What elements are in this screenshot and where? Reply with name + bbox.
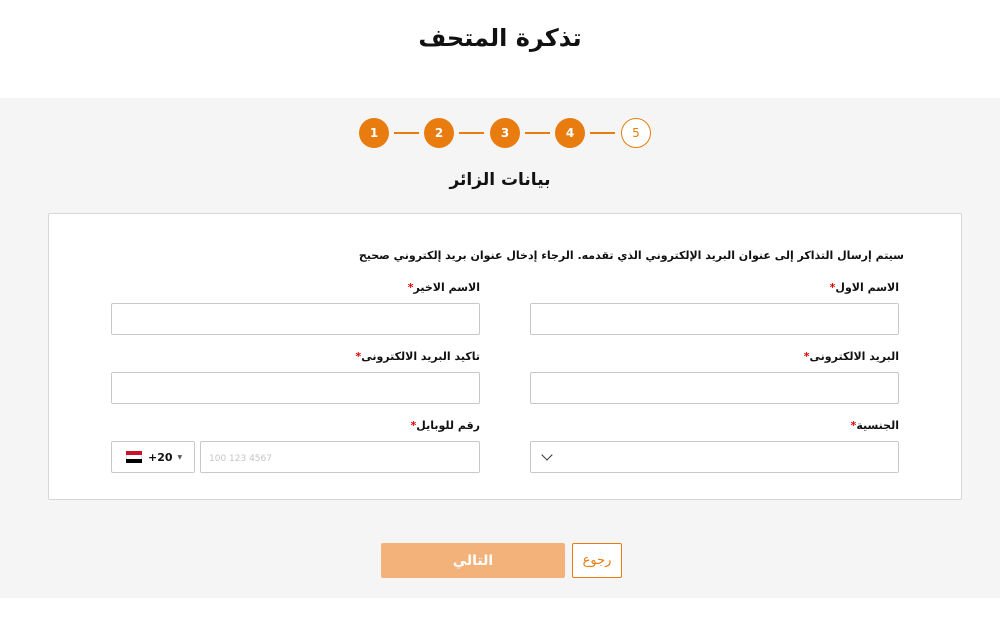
mobile-number-input[interactable] [200,441,480,473]
first-name-label-text: الاسم الاول [835,281,899,294]
step-1: 1 [359,118,389,148]
mobile-label-text: رقم للوبايل [416,419,480,432]
email-confirm-label-text: تاكيد البريد الالكترونى [361,350,480,363]
required-marker: * [829,281,836,294]
step-3: 3 [490,118,520,148]
last-name-label-text: الاسم الاخير [413,281,480,294]
required-marker: * [410,419,417,432]
page-title: تذكرة المتحف [418,24,582,52]
nationality-label-text: الجنسية [856,419,899,432]
required-marker: * [850,419,857,432]
egypt-flag-icon [126,451,142,463]
caret-down-icon: ▼ [177,453,183,461]
email-notice: سيتم إرسال التذاكر إلى عنوان البريد الإلكتروني الذي تقدمه. الرجاء إدخال عنوان بريد إلكتروني صحيح [358,249,904,262]
country-dial-code: +20 [148,450,173,464]
email-label [804,350,899,363]
mobile-label [411,419,480,432]
step-connector [459,132,484,134]
required-marker: * [407,281,414,294]
required-marker: * [803,350,810,363]
step-5: 5 [621,118,651,148]
last-name-label [408,281,480,294]
step-connector [394,132,419,134]
back-button[interactable]: رجوع [572,543,622,578]
next-button[interactable]: التالي [381,543,565,578]
section-title: بيانات الزائر [449,170,551,190]
email-confirm-input[interactable] [111,372,480,404]
email-input[interactable] [530,372,899,404]
first-name-input[interactable] [530,303,899,335]
nationality-select[interactable] [530,441,899,473]
last-name-input[interactable] [111,303,480,335]
chevron-down-icon [541,449,552,460]
step-connector [590,132,615,134]
first-name-label [830,281,899,294]
step-connector [525,132,550,134]
step-2: 2 [424,118,454,148]
country-code-select[interactable] [111,441,195,473]
required-marker: * [355,350,362,363]
stepper [359,118,651,148]
nationality-label [851,419,899,432]
email-label-text: البريد الالكترونى [809,350,899,363]
step-4: 4 [555,118,585,148]
email-confirm-label [355,350,480,363]
